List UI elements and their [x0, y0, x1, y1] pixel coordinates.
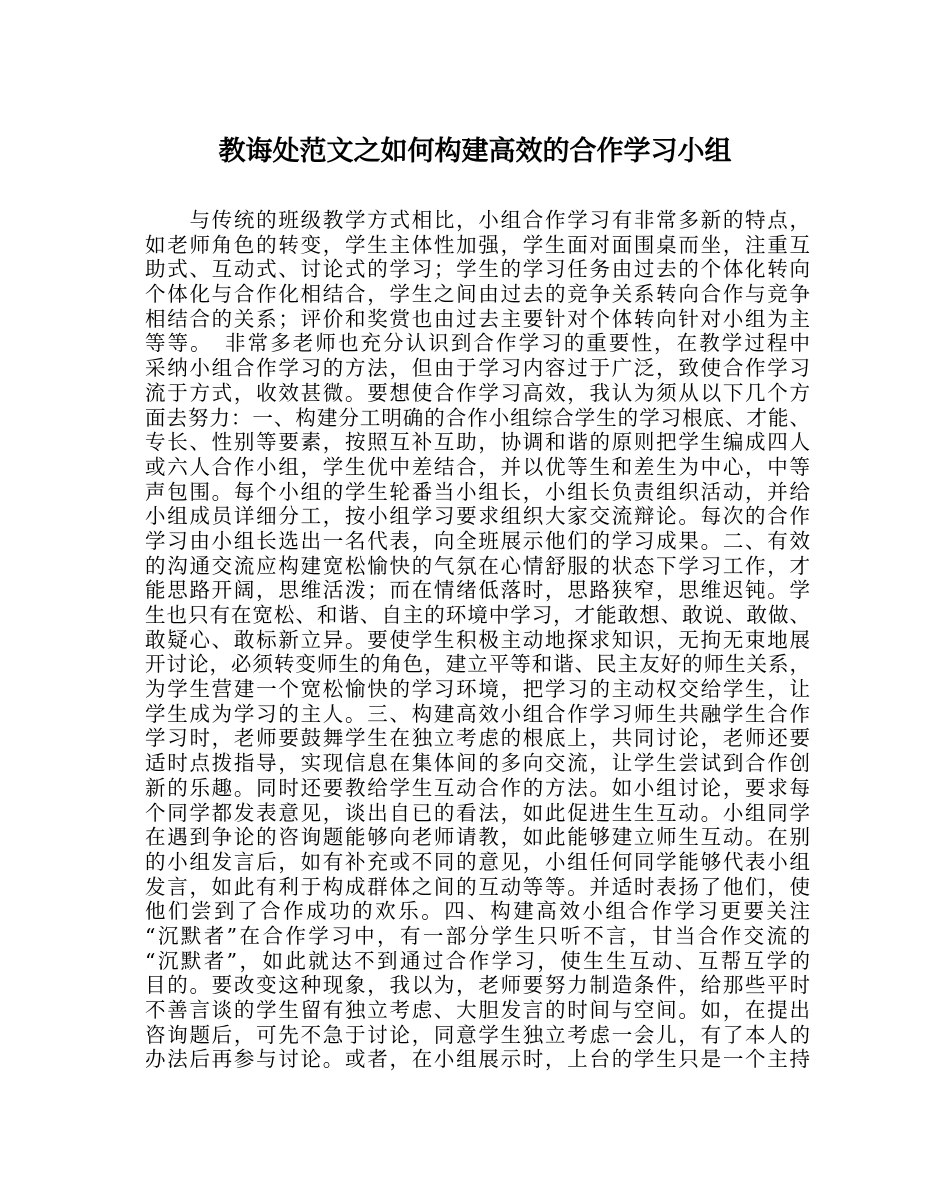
- body-line: 开讨论，必须转变师生的角色，建立平等和谐、民主友好的师生关系，: [145, 652, 810, 677]
- body-line: 或六人合作小组，学生优中差结合，并以优等生和差生为中心，中等: [145, 454, 810, 479]
- body-line: 的小组发言后，如有补充或不同的意见，小组任何同学能够代表小组: [145, 849, 810, 874]
- body-line: 目的。要改变这种现象，我以为，老师要努力制造条件，给那些平时: [145, 973, 810, 998]
- body-line: 采纳小组合作学习的方法，但由于学习内容过于广泛，致使合作学习: [145, 356, 810, 381]
- body-line: 小组成员详细分工，按小组学习要求组织大家交流辩论。每次的合作: [145, 504, 810, 529]
- body-line: 咨询题后，可先不急于讨论，同意学生独立考虑一会儿，有了本人的: [145, 1022, 810, 1047]
- body-line: 学生成为学习的主人。三、构建高效小组合作学习师生共融学生合作: [145, 701, 810, 726]
- body-line: 发言，如此有利于构成群体之间的互动等等。并适时表扬了他们，使: [145, 874, 810, 899]
- body-line: 专长、性别等要素，按照互补互助，协调和谐的原则把学生编成四人: [145, 430, 810, 455]
- body-line: 不善言谈的学生留有独立考虑、大胆发言的时间与空间。如，在提出: [145, 998, 810, 1022]
- body-line: 学习时，老师要鼓舞学生在独立考虑的根底上，共同讨论，老师还要: [145, 726, 810, 751]
- body-line: 生也只有在宽松、和谐、自主的环境中学习，才能敢想、敢说、敢做、: [145, 603, 810, 627]
- body-line: 学习由小组长选出一名代表，向全班展示他们的学习成果。二、有效: [145, 528, 810, 553]
- body-line: “沉默者”在合作学习中，有一部分学生只听不言，甘当合作交流的: [145, 923, 810, 948]
- body-line: “沉默者”，如此就达不到通过合作学习，使生生互动、互帮互学的: [145, 948, 810, 973]
- document-title: 教诲处范文之如何构建高效的合作学习小组: [218, 136, 732, 167]
- body-line: 个同学都发表意见，谈出自已的看法，如此促进生生互动。小组同学: [145, 800, 810, 825]
- body-line: 的沟通交流应构建宽松愉快的气氛在心情舒服的状态下学习工作，才: [145, 553, 810, 578]
- body-line: 为学生营建一个宽松愉快的学习环境，把学习的主动权交给学生，让: [145, 677, 810, 702]
- body-line: 面去努力：一、构建分工明确的合作小组综合学生的学习根底、才能、: [145, 405, 810, 430]
- body-line: 与传统的班级教学方式相比，小组合作学习有非常多新的特点，: [145, 208, 810, 232]
- body-line: 新的乐趣。同时还要教给学生互动合作的方法。如小组讨论，要求每: [145, 775, 810, 800]
- body-line: 个体化与合作化相结合，学生之间由过去的竞争关系转向合作与竞争: [145, 282, 810, 307]
- body-line: 流于方式，收效甚微。要想使合作学习高效，我认为须从以下几个方: [145, 380, 810, 405]
- body-line: 办法后再参与讨论。或者，在小组展示时，上台的学生只是一个主持: [145, 1047, 810, 1072]
- body-line: 他们尝到了合作成功的欢乐。四、构建高效小组合作学习更要关注: [145, 899, 810, 924]
- body-line: 敢疑心、敢标新立异。要使学生积极主动地探求知识，无拘无束地展: [145, 627, 810, 652]
- body-line: 如老师角色的转变，学生主体性加强，学生面对面围桌而坐，注重互: [145, 232, 810, 257]
- body-line: 能思路开阔，思维活泼；而在情绪低落时，思路狭窄，思维迟钝。学: [145, 578, 810, 603]
- body-line: 声包围。每个小组的学生轮番当小组长，小组长负责组织活动，并给: [145, 479, 810, 504]
- document-body: [145, 208, 810, 1072]
- body-line: 适时点拨指导，实现信息在集体间的多向交流，让学生尝试到合作创: [145, 751, 810, 776]
- body-line: 助式、互动式、讨论式的学习；学生的学习任务由过去的个体化转向: [145, 257, 810, 282]
- body-line: 相结合的关系；评价和奖赏也由过去主要针对个体转向针对小组为主: [145, 306, 810, 331]
- body-line: 在遇到争论的咨询题能够向老师请教，如此能够建立师生互动。在别: [145, 825, 810, 850]
- body-line: 等等。 非常多老师也充分认识到合作学习的重要性，在教学过程中: [145, 331, 810, 356]
